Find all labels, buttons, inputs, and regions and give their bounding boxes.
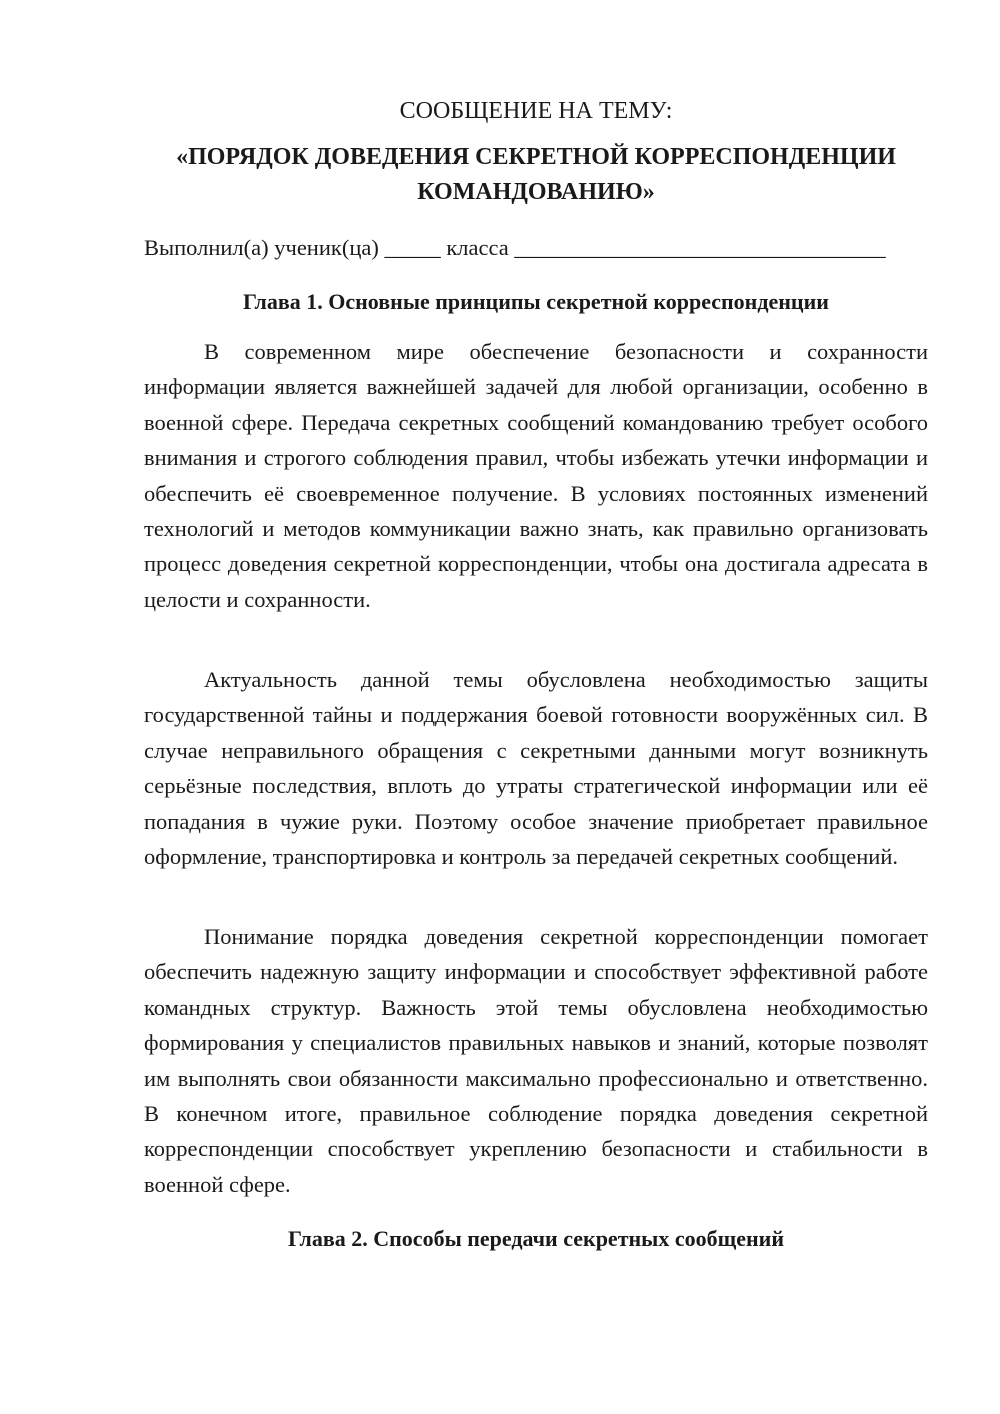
chapter-2-title: Глава 2. Способы передачи секретных сообщений [288,1226,784,1251]
author-byline: Выполнил(а) ученик(ца) _____ класса _________________________________ [144,235,886,260]
chapter-1-paragraph-1: В современном мире обеспечение безопасности и сохранности информации является важнейшей задачей для любой организации, особенно в военной сфере. Передача секретных сообщений командованию требует особого внимания и строгого соблюдения правил, чтобы избежать утечки информации и обеспечить её своевременное получение. В условиях постоянных изменений технологий и методов коммуникации важно знать, как правильно организовать процесс доведения секретной корреспонденции, чтобы она достигала адресата в целости и сохранности. [144,339,928,612]
header-line: СООБЩЕНИЕ НА ТЕМУ: [399,98,673,124]
title-line-1: «ПОРЯДОК ДОВЕДЕНИЯ СЕКРЕТНОЙ КОРРЕСПОНДЕНЦИИ [176,144,896,170]
chapter-1-paragraph-3: Понимание порядка доведения секретной корреспонденции помогает обеспечить надежную защиту информации и способствует эффективной работе командных структур. Важность этой темы обусловлена необходимостью формирования у специалистов правильных навыков и знаний, которые позволят им выполнять свои обязанности максимально профессионально и ответственно. В конечном итоге, правильное соблюдение порядка доведения секретной корреспонденции способствует укреплению безопасности и стабильности в военной сфере. [144,924,928,1197]
chapter-1-paragraph-2: Актуальность данной темы обусловлена необходимостью защиты государственной тайны и поддержания боевой готовности вооружённых сил. В случае неправильного обращения с секретными данными могут возникнуть серьёзные последствия, вплоть до утраты стратегической информации или её попадания в чужие руки. Поэтому особое значение приобретает правильное оформление, транспортировка и контроль за передачей секретных сообщений. [144,667,928,870]
chapter-1-title: Глава 1. Основные принципы секретной корреспонденции [243,289,829,314]
title-line-2: КОМАНДОВАНИЮ» [417,179,655,205]
